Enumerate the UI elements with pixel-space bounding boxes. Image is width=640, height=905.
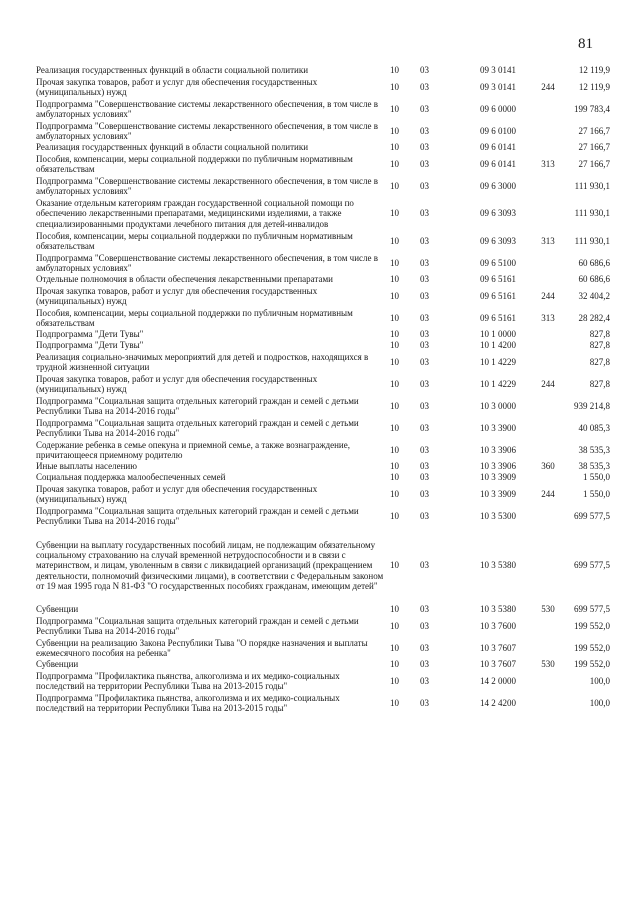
- row-section: 10: [390, 488, 399, 499]
- row-amount: 27 166,7: [578, 125, 610, 136]
- row-amount: 827,8: [589, 378, 610, 389]
- row-subsection: 03: [420, 125, 429, 136]
- row-section: 10: [390, 235, 399, 246]
- row-expense-type: 313: [541, 312, 555, 323]
- row-section: 10: [390, 125, 399, 136]
- row-expense-type: 530: [541, 604, 555, 615]
- row-subsection: 03: [420, 142, 429, 153]
- table-row: [36, 197, 610, 230]
- row-amount: 199 552,0: [574, 642, 610, 653]
- row-subsection: 03: [420, 257, 429, 268]
- row-amount: 939 214,8: [574, 400, 610, 411]
- table-row: [36, 285, 610, 307]
- row-amount: 199 552,0: [574, 659, 610, 670]
- row-section: 10: [390, 65, 399, 76]
- row-subsection: 03: [420, 697, 429, 708]
- row-expense-type: [533, 197, 563, 230]
- row-amount: 60 686,6: [578, 274, 610, 285]
- row-expense-type: 244: [541, 488, 555, 499]
- row-section: 10: [390, 103, 399, 114]
- row-name: Субвенции: [36, 659, 79, 670]
- row-target-code: 10 3 3909: [480, 472, 516, 483]
- row-subsection: 03: [420, 659, 429, 670]
- row-target-code: 09 6 0000: [480, 103, 516, 114]
- row-target-code: 10 3 5380: [480, 604, 516, 615]
- row-section: 10: [390, 659, 399, 670]
- row-amount: 199 783,4: [574, 103, 610, 114]
- table-row: [36, 483, 610, 505]
- row-amount: 60 686,6: [578, 257, 610, 268]
- row-name: Подпрограмма "Социальная защита отдельных категорий граждан и семей с детьми Республики Тыва на 2014-2016 годы": [36, 505, 359, 526]
- row-section: 10: [390, 560, 399, 571]
- row-section: 10: [390, 675, 399, 686]
- row-section: 10: [390, 329, 399, 340]
- row-amount: 38 535,3: [578, 461, 610, 472]
- table-row: [36, 615, 610, 637]
- row-expense-type: [533, 692, 563, 714]
- row-section: 10: [390, 510, 399, 521]
- row-section: 10: [390, 142, 399, 153]
- row-expense-type: [533, 340, 563, 351]
- table-row: [36, 307, 610, 329]
- table-row: [36, 153, 610, 175]
- row-name: Подпрограмма "Совершенствование системы лекарственного обеспечения, в том числе в амбулаторных условиях": [36, 120, 378, 141]
- table-row: [36, 670, 610, 692]
- row-amount: 827,8: [589, 329, 610, 340]
- row-subsection: 03: [420, 274, 429, 285]
- row-section: 10: [390, 400, 399, 411]
- row-section: 10: [390, 274, 399, 285]
- row-section: 10: [390, 604, 399, 615]
- row-expense-type: [533, 505, 563, 527]
- row-target-code: 10 3 7607: [480, 642, 516, 653]
- row-name: Подпрограмма "Социальная защита отдельных категорий граждан и семей с детьми Республики Тыва на 2014-2016 годы": [36, 395, 359, 416]
- row-name: Пособия, компенсации, меры социальной поддержки по публичным нормативным обязательствам: [36, 230, 353, 251]
- row-expense-type: [533, 65, 563, 76]
- row-target-code: 09 6 0141: [480, 142, 516, 153]
- row-target-code: 10 3 3909: [480, 488, 516, 499]
- row-subsection: 03: [420, 180, 429, 191]
- row-subsection: 03: [420, 312, 429, 323]
- row-target-code: 09 6 3093: [480, 208, 516, 219]
- row-amount: 699 577,5: [574, 560, 610, 571]
- row-expense-type: 360: [541, 461, 555, 472]
- table-row: [36, 472, 610, 483]
- table-row: [36, 120, 610, 142]
- row-subsection: 03: [420, 675, 429, 686]
- row-name: Пособия, компенсации, меры социальной поддержки по публичным нормативным обязательствам: [36, 153, 353, 174]
- table-row: [36, 373, 610, 395]
- row-subsection: 03: [420, 65, 429, 76]
- row-subsection: 03: [420, 356, 429, 367]
- row-name: Иные выплаты населению: [36, 461, 137, 472]
- row-name: Прочая закупка товаров, работ и услуг для обеспечения государственных (муниципальных) нужд: [36, 373, 318, 394]
- row-name: Подпрограмма "Профилактика пьянства, алкоголизма и их медико-социальных последствий на территории Республики Тыва на 2013-2015 годы": [36, 692, 340, 713]
- row-subsection: 03: [420, 488, 429, 499]
- row-name: Подпрограмма "Дети Тувы": [36, 329, 144, 340]
- row-expense-type: [533, 252, 563, 274]
- row-name: Реализация государственных функций в области социальной политики: [36, 65, 309, 76]
- row-name: Подпрограмма "Совершенствование системы лекарственного обеспечения, в том числе в амбулаторных условиях": [36, 98, 378, 119]
- row-subsection: 03: [420, 642, 429, 653]
- row-section: 10: [390, 81, 399, 92]
- row-section: 10: [390, 697, 399, 708]
- row-expense-type: [533, 329, 563, 340]
- row-expense-type: [533, 175, 563, 197]
- row-amount: 28 282,4: [578, 312, 610, 323]
- row-section: 10: [390, 180, 399, 191]
- table-row: [36, 505, 610, 527]
- row-target-code: 14 2 4200: [480, 697, 516, 708]
- row-name: Оказание отдельным категориям граждан государственной социальной помощи по обеспечению лекарственными препаратами, медицинскими изделиями, а также специализированными продуктами лечебного питания для детей-инвалидов: [36, 198, 354, 229]
- row-expense-type: 244: [541, 81, 555, 92]
- row-target-code: 10 1 4229: [480, 356, 516, 367]
- row-amount: 27 166,7: [578, 142, 610, 153]
- row-subsection: 03: [420, 81, 429, 92]
- row-section: 10: [390, 208, 399, 219]
- row-amount: 827,8: [589, 356, 610, 367]
- row-subsection: 03: [420, 378, 429, 389]
- row-amount: 699 577,5: [574, 510, 610, 521]
- row-section: 10: [390, 642, 399, 653]
- row-name: Подпрограмма "Совершенствование системы лекарственного обеспечения, в том числе в амбулаторных условиях": [36, 175, 378, 196]
- row-section: 10: [390, 312, 399, 323]
- table-row: [36, 329, 610, 340]
- row-name: Прочая закупка товаров, работ и услуг для обеспечения государственных (муниципальных) нужд: [36, 285, 318, 306]
- row-name: Подпрограмма "Дети Тувы": [36, 340, 144, 351]
- row-name: Подпрограмма "Профилактика пьянства, алкоголизма и их медико-социальных последствий на территории Республики Тыва на 2013-2015 годы": [36, 670, 340, 691]
- table-row: [36, 417, 610, 439]
- row-section: 10: [390, 290, 399, 301]
- row-subsection: 03: [420, 560, 429, 571]
- table-row: [36, 692, 610, 714]
- table-row: [36, 439, 610, 461]
- row-amount: 111 930,1: [574, 180, 610, 191]
- row-target-code: 10 1 0000: [480, 329, 516, 340]
- row-subsection: 03: [420, 461, 429, 472]
- row-expense-type: [533, 417, 563, 439]
- row-amount: 40 085,3: [578, 422, 610, 433]
- row-amount: 38 535,3: [578, 444, 610, 455]
- row-expense-type: [533, 472, 563, 483]
- row-amount: 12 119,9: [578, 81, 610, 92]
- row-expense-type: 244: [541, 378, 555, 389]
- row-name: Подпрограмма "Социальная защита отдельных категорий граждан и семей с детьми Республики Тыва на 2014-2016 годы": [36, 615, 359, 636]
- row-subsection: 03: [420, 235, 429, 246]
- row-name: Субвенции на реализацию Закона Республики Тыва "О порядке назначения и выплаты ежемесячного пособия на ребенка": [36, 637, 368, 658]
- row-name: Субвенции: [36, 604, 79, 615]
- row-amount: 32 404,2: [578, 290, 610, 301]
- row-name: Реализация социально-значимых мероприятий для детей и подростков, находящихся в трудной жизненной ситуации: [36, 351, 369, 372]
- row-section: 10: [390, 444, 399, 455]
- row-target-code: 09 6 5161: [480, 312, 516, 323]
- row-amount: 100,0: [589, 675, 610, 686]
- row-target-code: 10 3 3900: [480, 422, 516, 433]
- row-section: 10: [390, 257, 399, 268]
- row-section: 10: [390, 422, 399, 433]
- row-amount: 1 550,0: [583, 488, 610, 499]
- row-target-code: 10 3 7600: [480, 620, 516, 631]
- row-subsection: 03: [420, 103, 429, 114]
- row-target-code: 09 6 0100: [480, 125, 516, 136]
- row-target-code: 10 3 5300: [480, 510, 516, 521]
- row-section: 10: [390, 158, 399, 169]
- page-number: 81: [578, 36, 593, 52]
- row-target-code: 09 6 5161: [480, 290, 516, 301]
- row-expense-type: [533, 98, 563, 120]
- row-target-code: 14 2 0000: [480, 675, 516, 686]
- row-expense-type: [533, 351, 563, 373]
- table-row: [36, 65, 610, 76]
- row-name: Подпрограмма "Совершенствование системы лекарственного обеспечения, в том числе в амбулаторных условиях": [36, 252, 378, 273]
- row-subsection: 03: [420, 329, 429, 340]
- row-target-code: 09 6 5161: [480, 274, 516, 285]
- table-row: [36, 175, 610, 197]
- table-row: [36, 142, 610, 153]
- row-name: Социальная поддержка малообеспеченных семей: [36, 472, 226, 483]
- row-target-code: 09 3 0141: [480, 81, 516, 92]
- row-target-code: 09 6 3000: [480, 180, 516, 191]
- row-name: Прочая закупка товаров, работ и услуг для обеспечения государственных (муниципальных) нужд: [36, 76, 318, 97]
- row-subsection: 03: [420, 604, 429, 615]
- row-target-code: 10 3 5380: [480, 560, 516, 571]
- row-target-code: 10 3 0000: [480, 400, 516, 411]
- table-row: [36, 604, 610, 615]
- row-expense-type: [533, 142, 563, 153]
- row-target-code: 09 6 5100: [480, 257, 516, 268]
- row-name: Прочая закупка товаров, работ и услуг для обеспечения государственных (муниципальных) нужд: [36, 483, 318, 504]
- row-expense-type: [533, 439, 563, 461]
- row-subsection: 03: [420, 158, 429, 169]
- row-amount: 1 550,0: [583, 472, 610, 483]
- row-name: Реализация государственных функций в области социальной политики: [36, 142, 309, 153]
- row-section: 10: [390, 620, 399, 631]
- row-expense-type: [533, 527, 563, 604]
- row-subsection: 03: [420, 340, 429, 351]
- table-row: [36, 230, 610, 252]
- row-section: 10: [390, 378, 399, 389]
- row-subsection: 03: [420, 208, 429, 219]
- row-section: 10: [390, 472, 399, 483]
- row-target-code: 10 1 4200: [480, 340, 516, 351]
- row-subsection: 03: [420, 510, 429, 521]
- budget-table: [36, 65, 610, 714]
- row-target-code: 10 3 7607: [480, 659, 516, 670]
- row-expense-type: [533, 670, 563, 692]
- row-amount: 27 166,7: [578, 158, 610, 169]
- row-expense-type: [533, 120, 563, 142]
- row-name: Отдельные полномочия в области обеспечения лекарственными препаратами: [36, 274, 333, 285]
- row-expense-type: [533, 637, 563, 659]
- row-subsection: 03: [420, 472, 429, 483]
- row-expense-type: [533, 395, 563, 417]
- row-expense-type: [533, 274, 563, 285]
- table-row: [36, 98, 610, 120]
- row-target-code: 09 6 3093: [480, 235, 516, 246]
- row-subsection: 03: [420, 290, 429, 301]
- row-amount: 111 930,1: [574, 235, 610, 246]
- row-amount: 199 552,0: [574, 620, 610, 631]
- row-subsection: 03: [420, 620, 429, 631]
- table-row: [36, 637, 610, 659]
- table-row: [36, 395, 610, 417]
- row-name: Субвенции на выплату государственных пособий лицам, не подлежащим обязательному социальному страхованию на случай временной нетрудоспособности и в связи с материнством, и лицам, уволенным в связи с ликвидацией организаций (прекращением деятельности, полномочий физическими лицами), в соответствии с Федеральным законом от 19 мая 1995 года N 81-ФЗ "О государственных пособиях гражданам, имеющим детей": [36, 540, 384, 591]
- row-name: Пособия, компенсации, меры социальной поддержки по публичным нормативным обязательствам: [36, 307, 353, 328]
- row-target-code: 10 3 3906: [480, 444, 516, 455]
- table-row: [36, 351, 610, 373]
- row-subsection: 03: [420, 422, 429, 433]
- table-row: [36, 461, 610, 472]
- row-section: 10: [390, 356, 399, 367]
- row-target-code: 10 1 4229: [480, 378, 516, 389]
- row-subsection: 03: [420, 444, 429, 455]
- table-row: [36, 340, 610, 351]
- row-target-code: 09 6 0141: [480, 158, 516, 169]
- row-section: 10: [390, 461, 399, 472]
- row-name: Содержание ребенка в семье опекуна и приемной семье, а также вознаграждение, причитающееся приемному родителю: [36, 439, 350, 460]
- row-amount: 699 577,5: [574, 604, 610, 615]
- row-name: Подпрограмма "Социальная защита отдельных категорий граждан и семей с детьми Республики Тыва на 2014-2016 годы": [36, 417, 359, 438]
- row-subsection: 03: [420, 400, 429, 411]
- table-row: [36, 274, 610, 285]
- table-row: [36, 527, 610, 604]
- row-section: 10: [390, 340, 399, 351]
- row-target-code: 09 3 0141: [480, 65, 516, 76]
- row-target-code: 10 3 3906: [480, 461, 516, 472]
- row-expense-type: 313: [541, 158, 555, 169]
- row-amount: 100,0: [589, 697, 610, 708]
- table-row: [36, 76, 610, 98]
- row-expense-type: 530: [541, 659, 555, 670]
- row-amount: 111 930,1: [574, 208, 610, 219]
- row-amount: 827,8: [589, 340, 610, 351]
- table-row: [36, 252, 610, 274]
- table-row: [36, 659, 610, 670]
- row-expense-type: 244: [541, 290, 555, 301]
- row-expense-type: 313: [541, 235, 555, 246]
- row-amount: 12 119,9: [578, 65, 610, 76]
- row-expense-type: [533, 615, 563, 637]
